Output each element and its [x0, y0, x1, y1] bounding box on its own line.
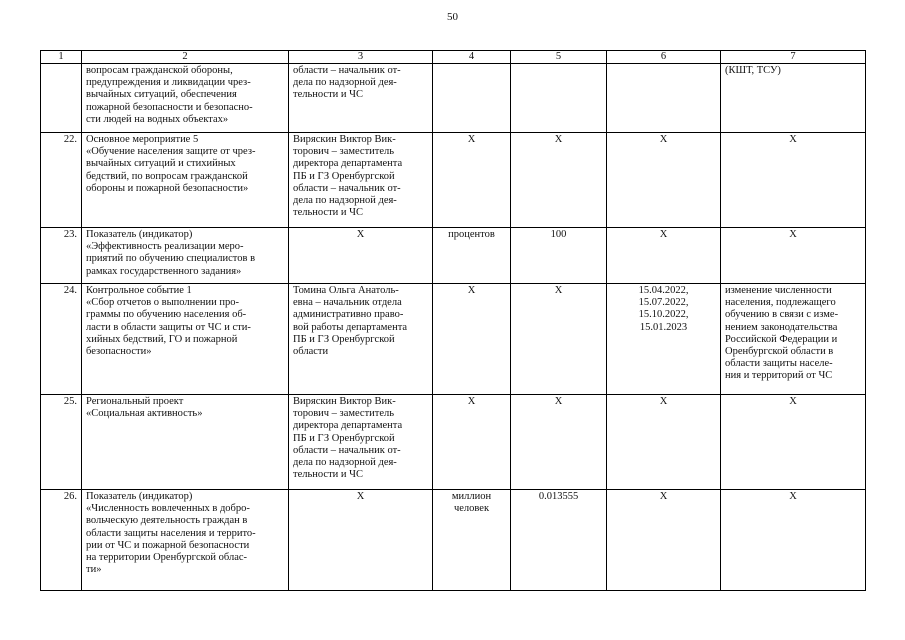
row-24-responsible-line: области: [293, 346, 329, 358]
row-25-responsible-line: торович – заместитель: [293, 408, 395, 420]
row-22-responsible-line: торович – заместитель: [293, 146, 395, 158]
row-cont-name-line: пожарной безопасности и безопасно-: [86, 101, 253, 113]
row-25-name-line: «Социальная активность»: [86, 408, 203, 420]
row-24-col-7-line: изменение численности: [725, 285, 832, 296]
row-22-responsible-line: Виряскин Виктор Вик-: [293, 134, 396, 145]
row-25-col-7: [721, 395, 866, 490]
row-25-responsible-line: тельности и ЧС: [293, 469, 363, 481]
row-cont-col-7: [721, 64, 866, 133]
row-25-col-5: Х: [511, 395, 607, 490]
row-23-name: [82, 228, 289, 284]
row-25-col-6-line: Х: [659, 396, 668, 407]
row-25-responsible: [289, 395, 433, 490]
header-row: [41, 51, 866, 64]
row-cont-col-7-line: (КШТ, ТСУ): [725, 65, 781, 76]
row-cont-col-4: [433, 64, 511, 133]
table-row-23: [41, 228, 866, 284]
row-24-col-6-line: 15.01.2023: [639, 321, 688, 333]
row-26-name-line: на территории Оренбургской облас-: [86, 552, 248, 564]
row-25-col-7-line: Х: [789, 396, 797, 407]
row-26-name-line: ти»: [86, 564, 102, 576]
row-25-name: [82, 395, 289, 490]
row-cont-name-line: предупреждения и ликвидации чрез-: [86, 77, 251, 89]
row-23-col-6: [607, 228, 721, 284]
row-23-name-line: рамках государственного задания»: [86, 265, 242, 277]
row-cont-number: [41, 64, 82, 133]
table-row-26: [41, 490, 866, 591]
row-cont-responsible-line: дела по надзорной дея-: [293, 77, 397, 89]
row-23-col-5: 100: [511, 228, 607, 284]
row-25-responsible-line: области – начальник от-: [293, 444, 401, 456]
row-23-responsible: [289, 228, 433, 284]
row-25-col-4: Х: [433, 395, 511, 490]
row-23-col-6-line: Х: [659, 229, 668, 240]
row-22-number: 22.: [41, 133, 82, 228]
row-24-col-7-line: ния и территорий от ЧС: [725, 370, 833, 382]
page-number: 50: [447, 11, 458, 23]
row-cont-responsible-line: области – начальник от-: [293, 65, 401, 76]
row-24-col-6-line: 15.04.2022,: [638, 285, 689, 296]
row-22-col-4: Х: [433, 133, 511, 228]
row-24-col-5: Х: [511, 284, 607, 395]
row-26-name-line: вольческую деятельность граждан в: [86, 515, 248, 527]
row-23-col-4: процентов: [433, 228, 511, 284]
row-23-name-line: Показатель (индикатор): [86, 229, 193, 240]
row-26-name-line: рии от ЧС и пожарной безопасности: [86, 539, 250, 551]
row-cont-name-line: сти людей на водных объектах»: [86, 113, 229, 125]
row-25-number: 25.: [41, 395, 82, 490]
row-22-col-7: [721, 133, 866, 228]
row-24-col-7-line: Российской Федерации и: [725, 333, 838, 345]
row-cont-responsible-line: тельности и ЧС: [293, 89, 363, 101]
row-cont-name: [82, 64, 289, 133]
row-22-responsible-line: тельности и ЧС: [293, 207, 363, 219]
row-23-name-line: приятий по обучению специалистов в: [86, 253, 256, 265]
row-26-name-line: Показатель (индикатор): [86, 491, 193, 502]
row-22-name-line: бедствий, по вопросам гражданской: [86, 170, 248, 182]
row-26-col-7: [721, 490, 866, 591]
header-col-6: 6: [607, 51, 721, 64]
row-25-responsible-line: дела по надзорной дея-: [293, 457, 397, 469]
row-cont-name-line: вычайных ситуаций, обеспечения: [86, 89, 237, 101]
table-row-22: [41, 133, 866, 228]
row-23-col-7: [721, 228, 866, 284]
row-24-responsible-line: Томина Ольга Анатоль-: [293, 285, 399, 296]
row-22-name-line: «Обучение населения защите от чрез-: [86, 146, 256, 158]
row-cont-col-6: [607, 64, 721, 133]
row-25-responsible-line: Виряскин Виктор Вик-: [293, 396, 396, 407]
row-24-name-line: безопасности»: [86, 346, 152, 358]
row-24-col-6-line: 15.10.2022,: [638, 309, 689, 321]
row-26-col-7-line: Х: [789, 491, 797, 502]
row-26-number: 26.: [41, 490, 82, 591]
row-26-value: 0.013555: [511, 490, 607, 591]
row-26-col-6-line: Х: [659, 491, 668, 502]
row-23-name-line: «Эффективность реализации меро-: [86, 241, 244, 253]
row-25-name-line: Региональный проект: [86, 396, 184, 407]
row-22-name-line: Основное мероприятие 5: [86, 134, 199, 145]
row-24-col-7-line: области защиты населе-: [725, 358, 833, 370]
row-22-responsible-line: директора департамента: [293, 158, 403, 170]
row-22-name-line: обороны и пожарной безопасности»: [86, 182, 249, 194]
header-col-2: 2: [82, 51, 289, 64]
table-row-24: [41, 284, 866, 395]
row-22-responsible-line: дела по надзорной дея-: [293, 195, 397, 207]
row-24-col-7-line: населения, подлежащего: [725, 297, 836, 309]
row-24-name-line: Контрольное событие 1: [86, 285, 192, 296]
row-26-responsible-line: Х: [356, 491, 365, 502]
table-row-continued: [41, 64, 866, 133]
program-table: [40, 50, 866, 591]
header-col-3: 3: [289, 51, 433, 64]
row-cont-responsible: [289, 64, 433, 133]
row-24-responsible-line: административно право-: [293, 309, 404, 321]
row-24-col-6-line: 15.07.2022,: [638, 297, 689, 309]
row-22-responsible-line: области – начальник от-: [293, 182, 401, 194]
row-24-responsible-line: вой работы департамента: [293, 321, 408, 333]
row-24-col-4: Х: [433, 284, 511, 395]
row-24-responsible: [289, 284, 433, 395]
row-24-responsible-line: ПБ и ГЗ Оренбургской: [293, 333, 395, 345]
row-24-name-line: граммы по обучению населения об-: [86, 309, 247, 321]
row-23-responsible-line: Х: [356, 229, 365, 240]
row-26-unit: миллион человек: [433, 490, 511, 591]
row-22-responsible: [289, 133, 433, 228]
row-26-responsible: [289, 490, 433, 591]
table-row-25: [41, 395, 866, 490]
row-24-responsible-line: евна – начальник отдела: [293, 297, 402, 309]
row-23-col-7-line: Х: [789, 229, 797, 240]
row-23-number: 23.: [41, 228, 82, 284]
header-col-1: 1: [41, 51, 82, 64]
row-cont-name-line: вопросам гражданской обороны,: [86, 65, 233, 76]
row-24-col-7-line: обучению в связи с изме-: [725, 309, 839, 321]
row-24-name-line: ласти в области защиты от ЧС и сти-: [86, 321, 251, 333]
row-24-name: [82, 284, 289, 395]
row-24-number: 24.: [41, 284, 82, 395]
row-24-col-6: [607, 284, 721, 395]
row-22-col-6: [607, 133, 721, 228]
row-cont-col-5: [511, 64, 607, 133]
row-22-name: [82, 133, 289, 228]
row-26-name: [82, 490, 289, 591]
row-22-name-line: вычайных ситуаций и стихийных: [86, 158, 236, 170]
row-22-col-7-line: Х: [789, 134, 797, 145]
row-24-col-7-line: нением законодательства: [725, 321, 838, 333]
row-26-name-line: «Численность вовлеченных в добро-: [86, 503, 250, 515]
row-26-col-6: [607, 490, 721, 591]
row-24-name-line: «Сбор отчетов о выполнении про-: [86, 297, 240, 309]
row-22-col-5: Х: [511, 133, 607, 228]
row-25-responsible-line: директора департамента: [293, 420, 403, 432]
header-col-7: 7: [721, 51, 866, 64]
row-22-col-6-line: Х: [659, 134, 668, 145]
row-25-col-6: [607, 395, 721, 490]
row-22-responsible-line: ПБ и ГЗ Оренбургской: [293, 170, 395, 182]
row-24-col-7-line: Оренбургской области в: [725, 346, 834, 358]
row-26-name-line: области защиты населения и террито-: [86, 527, 256, 539]
row-24-col-7: [721, 284, 866, 395]
header-col-4: 4: [433, 51, 511, 64]
header-col-5: 5: [511, 51, 607, 64]
row-25-responsible-line: ПБ и ГЗ Оренбургской: [293, 432, 395, 444]
row-24-name-line: хийных бедствий, ГО и пожарной: [86, 333, 238, 345]
